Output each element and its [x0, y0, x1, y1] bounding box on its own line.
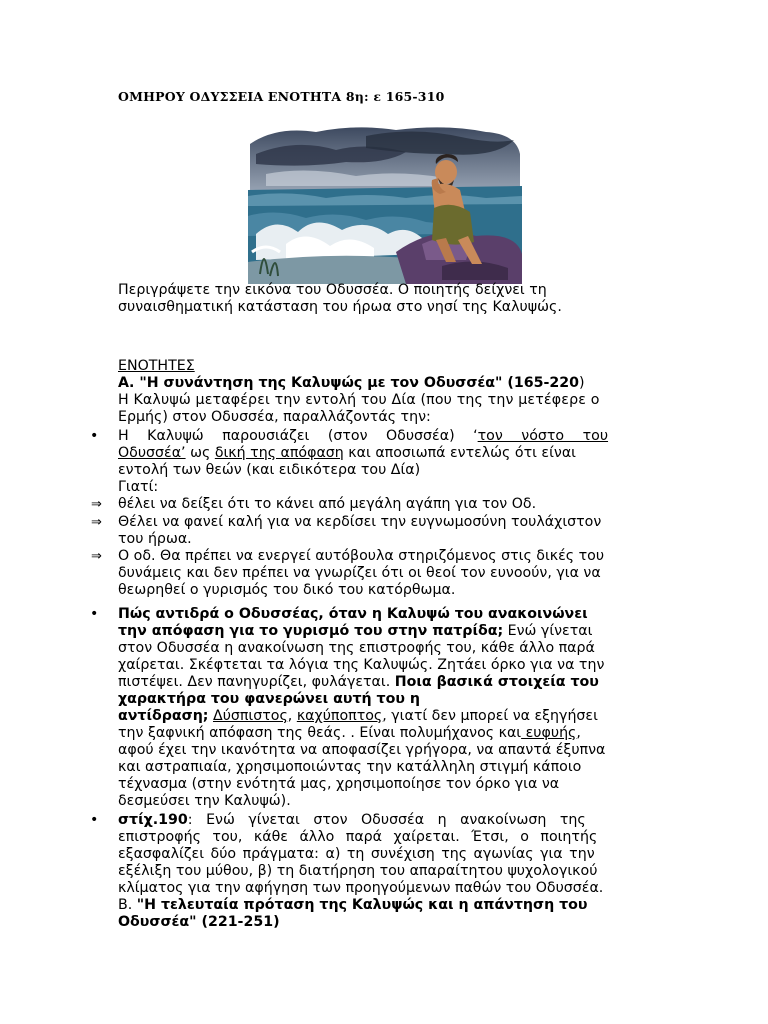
intro-line: Περιγράψετε την εικόνα του Οδυσσέα. Ο ποιητής δείχνει τη — [118, 282, 547, 298]
question-text: Πώς αντιδρά ο Οδυσσέας, όταν η Καλυψώ του ανακοινώνει — [118, 606, 588, 622]
bullet-marker: • — [90, 606, 99, 622]
bullet-3-line: εξέλιξη του μύθου, β) τη διατήρηση του απαραίτητου ψυχολογικού — [118, 863, 598, 879]
bullet-1-line-3: εντολή των θεών (και ειδικότερα του Δία) — [118, 462, 421, 478]
answer-line: και αστραπιαία, χρησιμοποιώντας την κατάλληλη στιγμή κάποιο — [118, 759, 582, 775]
bullet-1-underlined: τον νόστο του — [477, 428, 609, 444]
bullet-marker: • — [90, 812, 99, 828]
answer-line: στον Οδυσσέα η ανακοίνωση της επιστροφής του, κάθε άλλο παρά — [118, 640, 595, 656]
reason-line: δυνάμεις και δεν πρέπει να γνωρίζει ότι οι θεοί τον ευνοούν, για να — [118, 565, 601, 581]
question-text: χαρακτήρα του φανερώνει αυτή του η — [118, 691, 420, 707]
bullet-2-line — [118, 606, 651, 623]
answer-line: αφού έχει την ικανότητα να αποφασίζει γρήγορα, να απαντά έξυπνα — [118, 742, 606, 758]
bullet-2-line — [118, 725, 651, 742]
bullet-marker: • — [90, 428, 99, 444]
section-b-heading — [118, 897, 651, 914]
trait-underlined: καχύποπτος — [296, 708, 383, 724]
bullet-1-text: ως — [185, 445, 215, 461]
reason-item-1 — [118, 496, 651, 513]
bullet-1-text: και αποσιωπά εντελώς ότι είναι — [343, 445, 576, 461]
answer-text: πιστέψει. Δεν πανηγυρίζει, φυλάγεται. — [118, 674, 395, 690]
bullet-1-line-1 — [118, 428, 651, 445]
answer-line: χαίρεται. Σκέφτεται τα λόγια της Καλυψώς. Ζητάει όρκο για να την — [118, 657, 605, 673]
arrow-marker: ⇒ — [91, 549, 102, 564]
odysseus-illustration — [246, 124, 524, 284]
answer-line: δεσμεύσει την Καλυψώ). — [118, 793, 291, 809]
section-a-prefix: Α. — [118, 375, 140, 391]
question-text: την απόφαση για το γυρισμό του στην πατρίδα; — [118, 623, 504, 639]
reason-line: θεωρηθεί ο γυρισμός του δικό του κατόρθωμα. — [118, 582, 456, 598]
section-a — [118, 358, 651, 426]
question-text: αντίδραση; — [118, 708, 209, 724]
bullet-item-2 — [118, 606, 651, 810]
trait-underlined: ευφυής — [521, 725, 577, 741]
section-a-heading — [118, 375, 651, 392]
bullet-2-line — [118, 708, 651, 725]
section-a-title: "Η συνάντηση της Καλυψώς με τον Οδυσσέα" (165-220 — [139, 375, 579, 391]
bullet-3-line — [118, 812, 651, 829]
reason-line: Ο οδ. Θα πρέπει να ενεργεί αυτόβουλα στηριζόμενος στις δικές του — [118, 548, 605, 564]
section-a-text: Η Καλυψώ μεταφέρει την εντολή του Δία (που της την μετέφερε ο — [118, 392, 600, 408]
arrow-marker: ⇒ — [91, 497, 102, 512]
bullet-1-line-2 — [118, 445, 651, 462]
bullet-item-3 — [118, 812, 651, 931]
bullet-1-text: Η Καλυψώ παρουσιάζει (στον Οδυσσέα) ‘ — [118, 428, 478, 444]
sections-heading: ΕΝΟΤΗΤΕΣ — [118, 358, 195, 374]
bullet-3-text: : Ενώ γίνεται στον Οδυσσέα η ανακοίνωση της — [187, 812, 586, 828]
intro-paragraph — [118, 282, 651, 316]
bullet-1-underlined: δική της απόφαση — [214, 445, 344, 461]
reason-line: Θέλει να φανεί καλή για να κερδίσει την ευγνωμοσύνη τουλάχιστον — [118, 514, 602, 530]
verse-ref: στίχ.190 — [118, 812, 188, 828]
section-b-title: "Η τελευταία πρόταση της Καλυψώς και η απάντηση του — [136, 897, 588, 913]
bullet-item-1 — [118, 428, 651, 496]
bullet-3-line: επιστροφής του, κάθε άλλο παρά χαίρεται. Έτσι, ο ποιητής — [118, 829, 598, 845]
bullet-1-underlined: Οδυσσέα’ — [118, 445, 186, 461]
document-title: ΟΜΗΡΟΥ ΟΔΥΣΣΕΙΑ ΕΝΟΤΗΤΑ 8η: ε 165-310 — [118, 89, 445, 104]
reason-item-3 — [118, 548, 651, 599]
section-a-suffix: ) — [578, 375, 585, 391]
bullet-2-line — [118, 691, 651, 708]
section-a-text: Ερμής) στον Οδυσσέα, παραλλάζοντάς την: — [118, 409, 431, 425]
section-b-prefix: Β. — [118, 897, 137, 913]
reason-line: του ήρωα. — [118, 531, 192, 547]
answer-text: , γιατί δεν μπορεί να εξηγήσει — [382, 708, 598, 724]
answer-text: Ενώ γίνεται — [503, 623, 593, 639]
bullet-3-line: εξασφαλίζει δύο πράγματα: α) τη συνέχιση της αγωνίας για την — [118, 846, 595, 862]
bullet-3-line: κλίματος για την αφήγηση των προηγούμενων παθών του Οδυσσέα. — [118, 880, 604, 896]
section-b-title: Οδυσσέα" (221-251) — [118, 914, 280, 930]
trait-underlined: Δύσπιστος — [212, 708, 288, 724]
reason-line: θέλει να δείξει ότι το κάνει από μεγάλη αγάπη για τον Οδ. — [118, 496, 537, 512]
answer-text: την ξαφνική απόφαση της θεάς. . Είναι πολυμήχανος και — [118, 725, 522, 741]
reason-item-2 — [118, 514, 651, 548]
answer-text: , — [287, 708, 297, 724]
answer-text: , — [576, 725, 581, 741]
why-label: Γιατί: — [118, 479, 159, 495]
intro-line: συναισθηματική κατάσταση του ήρωα στο νησί της Καλυψώς. — [118, 299, 562, 315]
bullet-2-line — [118, 623, 651, 640]
answer-line: τέχνασμα (στην ενότητά μας, χρησιμοποίησε τον όρκο για να — [118, 776, 560, 792]
section-b-heading — [118, 914, 651, 931]
bullet-2-line — [118, 674, 651, 691]
question-text: Ποια βασικά στοιχεία του — [394, 674, 599, 690]
arrow-marker: ⇒ — [91, 515, 102, 530]
